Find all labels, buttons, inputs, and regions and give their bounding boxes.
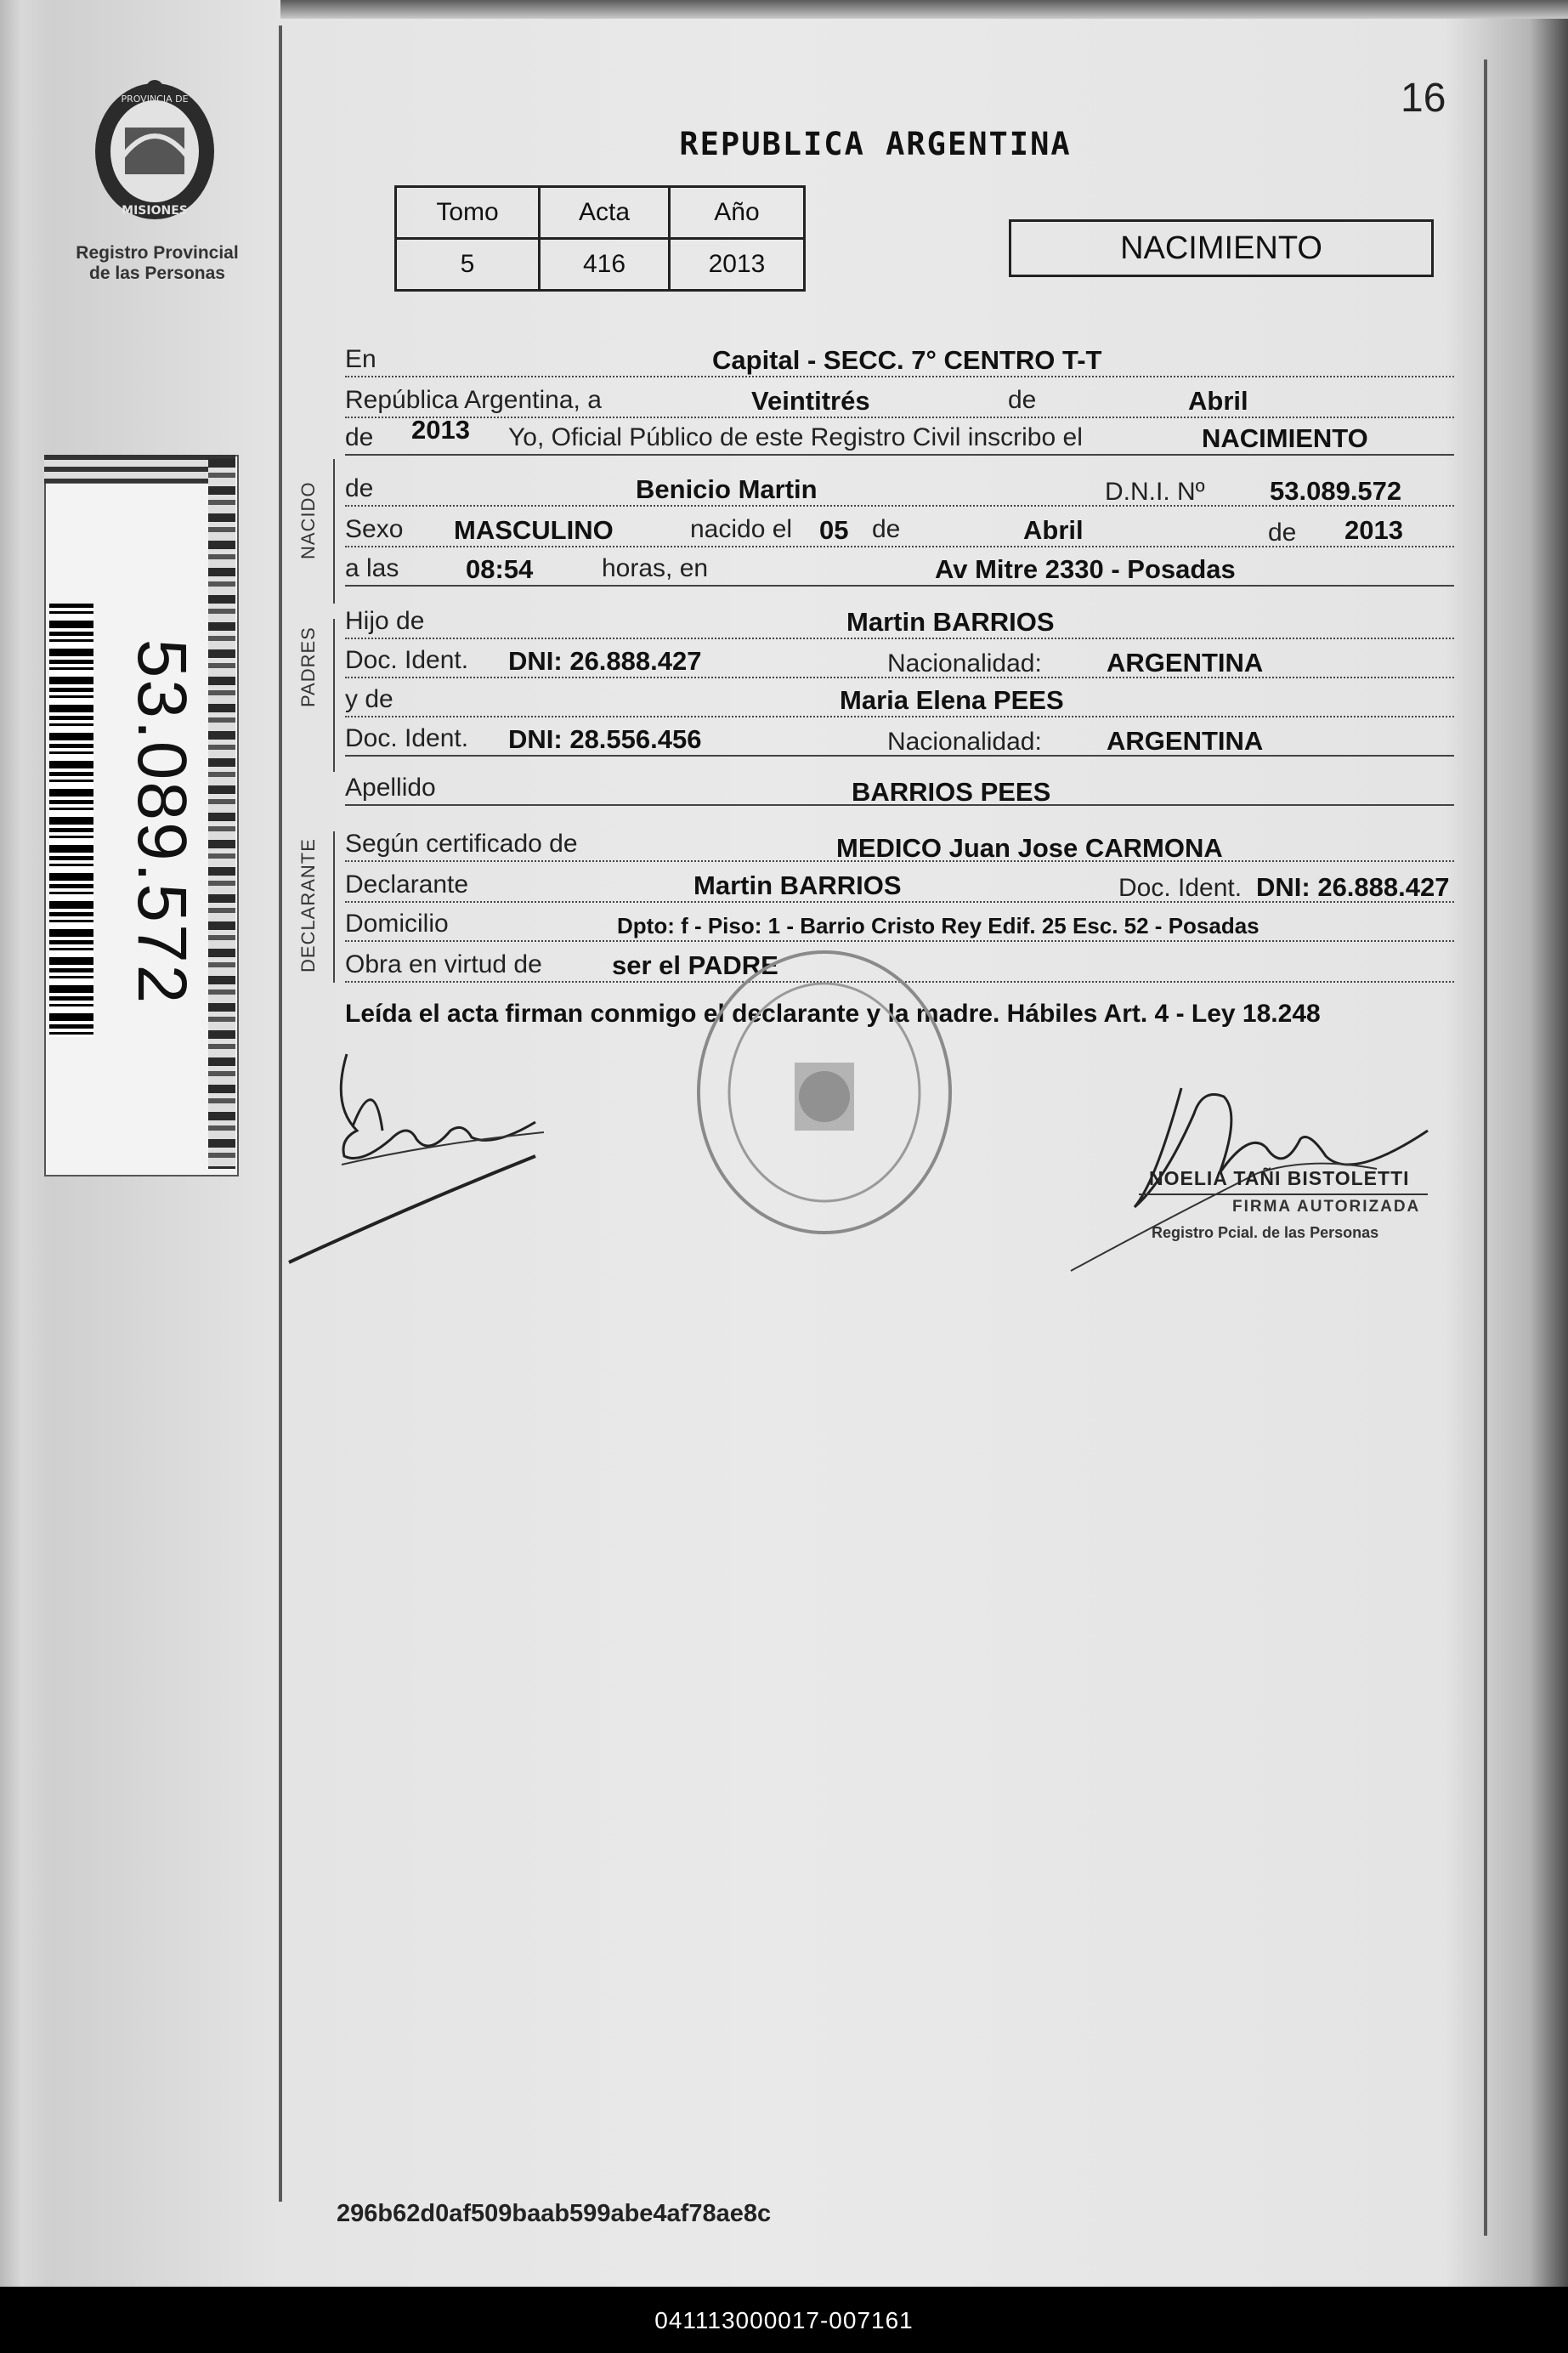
scan-code: 041113000017-007161 xyxy=(654,2307,914,2333)
born-day: 05 xyxy=(819,515,849,545)
republic-label: República Argentina, a xyxy=(345,386,602,414)
mother-doc-value: DNI: 28.556.456 xyxy=(508,724,702,754)
right-margin-line xyxy=(1484,60,1487,2236)
father-label: Hijo de xyxy=(345,607,425,635)
row-mother-doc xyxy=(345,721,1454,757)
sex-value: MASCULINO xyxy=(454,515,614,545)
registry-label-line1: Registro Provincial xyxy=(76,243,239,263)
registry-value-anio: 2013 xyxy=(670,239,805,291)
svg-text:PROVINCIA DE: PROVINCIA DE xyxy=(121,94,189,105)
signer-role: FIRMA AUTORIZADA xyxy=(1232,1198,1421,1216)
barcode-side-pattern xyxy=(208,459,235,1169)
row-year xyxy=(345,415,1454,456)
padres-section-bar xyxy=(333,619,335,772)
surname-value: BARRIOS PEES xyxy=(852,777,1051,807)
barcode-icon xyxy=(49,604,93,1037)
registry-header-tomo: Tomo xyxy=(396,187,540,239)
birth-place-value: Av Mitre 2330 - Posadas xyxy=(935,554,1236,584)
row-mother xyxy=(345,682,1454,717)
born-month: Abril xyxy=(1023,515,1084,545)
surname-label: Apellido xyxy=(345,774,436,802)
declarante-section-bar xyxy=(333,831,335,983)
father-nat-value: ARGENTINA xyxy=(1107,648,1264,678)
barcode-number-text: 53.089.572 xyxy=(123,638,201,1006)
barcode-number xyxy=(123,553,201,1080)
dni-value: 53.089.572 xyxy=(1270,476,1402,506)
declarante-section-label: DECLARANTE xyxy=(297,838,319,972)
mother-nat-label: Nacionalidad: xyxy=(887,728,1042,756)
cert-label: Según certificado de xyxy=(345,830,578,858)
year-value: 2013 xyxy=(411,415,470,445)
hours-label: horas, en xyxy=(602,554,709,582)
cert-value: MEDICO Juan Jose CARMONA xyxy=(836,833,1223,863)
year-prefix: de xyxy=(345,423,374,451)
registry-table-header-row xyxy=(396,187,805,239)
row-father-doc xyxy=(345,643,1454,678)
row-time-place xyxy=(345,551,1454,587)
registry-header-anio: Año xyxy=(670,187,805,239)
closing-statement: Leída el acta firman conmigo el declarante y la madre. Hábiles Art. 4 - Ley 18.248 xyxy=(345,1000,1321,1028)
act-type-box: NACIMIENTO xyxy=(1009,219,1434,277)
mother-label: y de xyxy=(345,685,393,713)
nacido-section-bar xyxy=(333,459,335,604)
registry-table xyxy=(394,185,806,292)
capacity-value: ser el PADRE xyxy=(612,950,778,980)
document-hash: 296b62d0af509baab599abe4af78ae8c xyxy=(337,2200,772,2227)
registry-label xyxy=(59,243,255,284)
padres-section-label: PADRES xyxy=(297,627,319,707)
row-place xyxy=(345,342,1454,377)
official-text: Yo, Oficial Público de este Registro Civil inscribo el xyxy=(508,423,1083,451)
nacido-section-label: NACIDO xyxy=(297,481,319,559)
born-year: 2013 xyxy=(1344,515,1403,545)
registry-value-acta: 416 xyxy=(540,239,670,291)
father-value: Martin BARRIOS xyxy=(846,607,1055,637)
country-title: REPUBLICA ARGENTINA xyxy=(679,126,1072,162)
address-label: Domicilio xyxy=(345,910,449,938)
registry-header-acta: Acta xyxy=(540,187,670,239)
svg-text:MISIONES: MISIONES xyxy=(122,204,188,218)
row-father xyxy=(345,604,1454,639)
father-doc-value: DNI: 26.888.427 xyxy=(508,646,702,676)
signer-office: Registro Pcial. de las Personas xyxy=(1152,1224,1379,1241)
row-child-name xyxy=(345,471,1454,507)
month-value: Abril xyxy=(1188,386,1248,416)
father-nat-label: Nacionalidad: xyxy=(887,649,1042,678)
registry-table-value-row xyxy=(396,239,805,291)
dni-label: D.N.I. Nº xyxy=(1105,478,1205,506)
official-stamp-icon xyxy=(680,935,969,1241)
provincial-seal-icon xyxy=(81,77,229,230)
row-date xyxy=(345,383,1454,418)
record-value: NACIMIENTO xyxy=(1202,423,1368,453)
row-surname xyxy=(345,770,1454,806)
day-value: Veintitrés xyxy=(751,386,870,416)
address-value: Dpto: f - Piso: 1 - Barrio Cristo Rey Edif. 25 Esc. 52 - Posadas xyxy=(617,913,1259,938)
row-sex-birth xyxy=(345,512,1454,547)
sex-label: Sexo xyxy=(345,515,404,543)
declarant-doc-label: Doc. Ident. xyxy=(1118,874,1243,902)
month-prefix: de xyxy=(1008,386,1037,414)
mother-doc-label: Doc. Ident. xyxy=(345,724,469,752)
registry-label-line2: de las Personas xyxy=(89,264,225,283)
born-label: nacido el xyxy=(690,515,793,543)
row-certificate xyxy=(345,826,1454,862)
declarant-signature-icon xyxy=(280,1037,569,1292)
time-label: a las xyxy=(345,554,399,582)
page-top-edge xyxy=(280,0,1568,19)
page-number: 16 xyxy=(1401,76,1446,121)
child-name-value: Benicio Martin xyxy=(636,474,818,504)
signer-name: NOELIA TAÑI BISTOLETTI xyxy=(1149,1167,1410,1189)
place-label: En xyxy=(345,345,376,373)
time-value: 08:54 xyxy=(466,554,534,584)
place-value: Capital - SECC. 7° CENTRO T-T xyxy=(712,345,1102,375)
born-de2: de xyxy=(1268,519,1297,547)
declarant-value: Martin BARRIOS xyxy=(693,870,902,900)
capacity-label: Obra en virtud de xyxy=(345,950,542,978)
declarant-doc-value: DNI: 26.888.427 xyxy=(1256,872,1450,902)
father-doc-label: Doc. Ident. xyxy=(345,646,469,674)
child-name-label: de xyxy=(345,474,374,502)
registry-value-tomo: 5 xyxy=(396,239,540,291)
row-declarant xyxy=(345,867,1454,903)
born-de: de xyxy=(872,515,901,543)
mother-value: Maria Elena PEES xyxy=(840,685,1064,715)
declarant-label: Declarante xyxy=(345,870,469,899)
mother-nat-value: ARGENTINA xyxy=(1107,726,1264,756)
